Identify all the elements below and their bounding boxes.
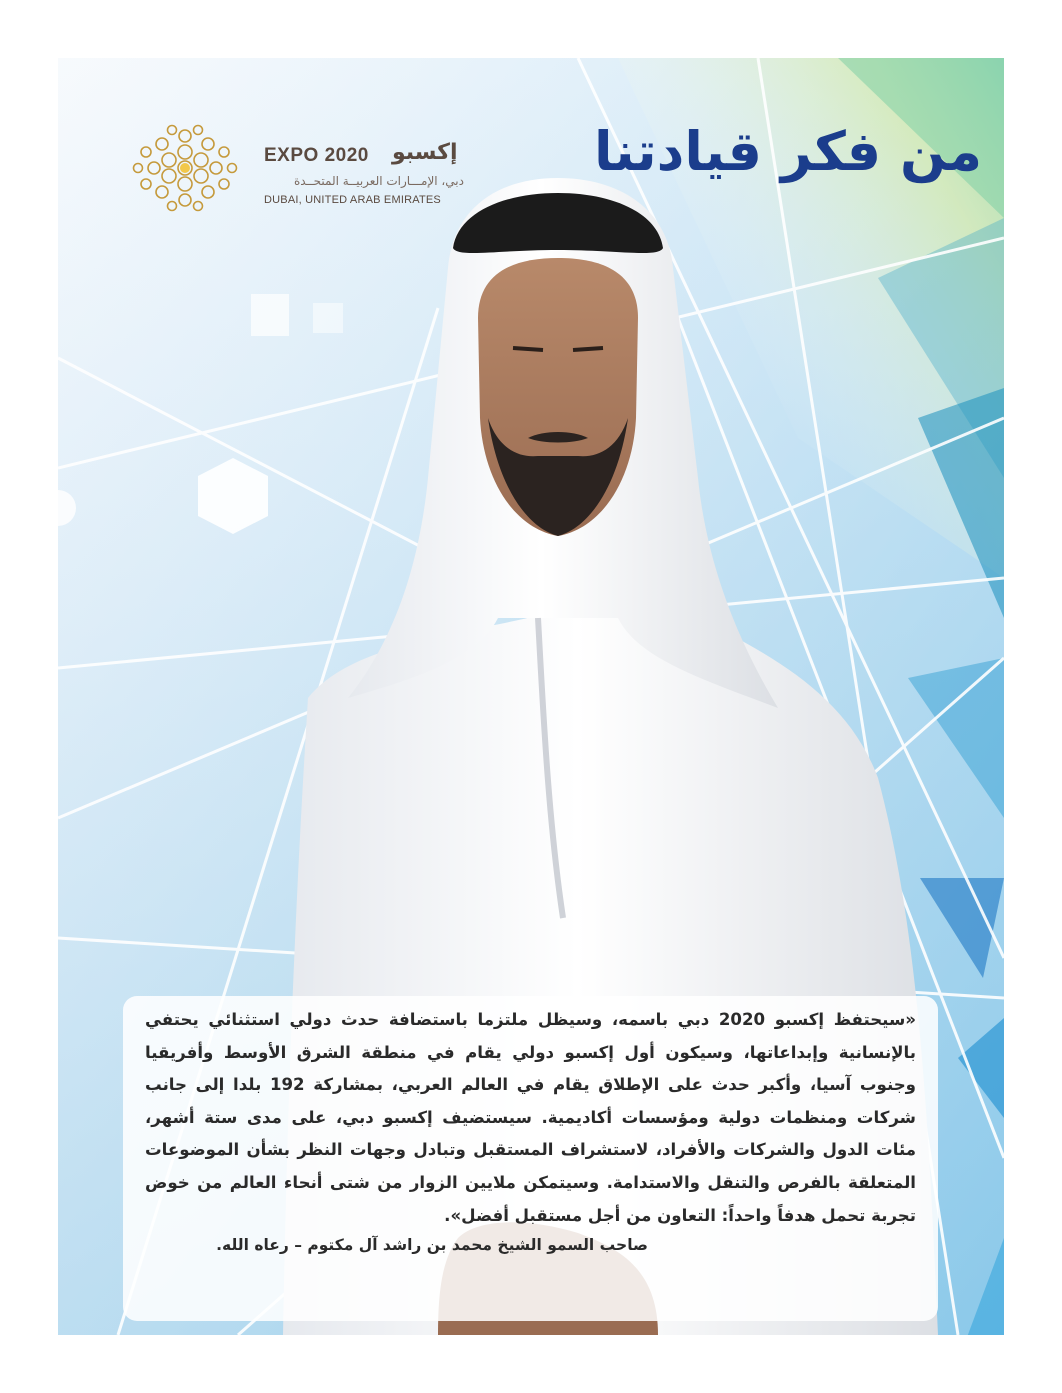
logo-subtitle-en: DUBAI, UNITED ARAB EMIRATES bbox=[264, 194, 441, 206]
quote-attribution: صاحب السمو الشيخ محمد بن راشد آل مكتوم – رعاه الله. bbox=[216, 1236, 648, 1254]
logo-expo-en: EXPO 2020 bbox=[264, 145, 369, 166]
logo-subtitle-ar: دبي، الإمـــارات العربيــة المتحــدة bbox=[294, 174, 464, 188]
page-title: من فكر قيادتنا bbox=[594, 120, 982, 183]
logo-expo-ar: إكسبو bbox=[392, 140, 458, 165]
quote-text: «سيحتفظ إكسبو 2020 دبي باسمه، وسيظل ملتزما باستضافة حدث دولي استثنائي يحتفي بالإنسانية وإبداعاتها، وسيكون أول إكسبو دولي يقام في منطقة الشرق الأوسط وأفريقيا وجنوب آسيا، وأكبر حدث على الإطلاق يقام في العالم العربي، بمشاركة 192 بلدا إلى جانب شركات ومنظمات دولية ومؤسسات أكاديمية. سيستضيف إكسبو دبي، على مدى ستة أشهر، مئات الدول والشركات والأفراد، لاستشراف المستقبل وتبادل وجهات النظر بشأن الموضوعات المتعلقة بالفرص والتنقل والاستدامة. وسيتمكن ملايين الزوار من شتى أنحاء العالم من خوض تجربة تحمل هدفاً واحداً: التعاون من أجل مستقبل أفضل». bbox=[145, 1010, 916, 1225]
magazine-page bbox=[58, 58, 1004, 1335]
quote-box bbox=[123, 996, 938, 1321]
